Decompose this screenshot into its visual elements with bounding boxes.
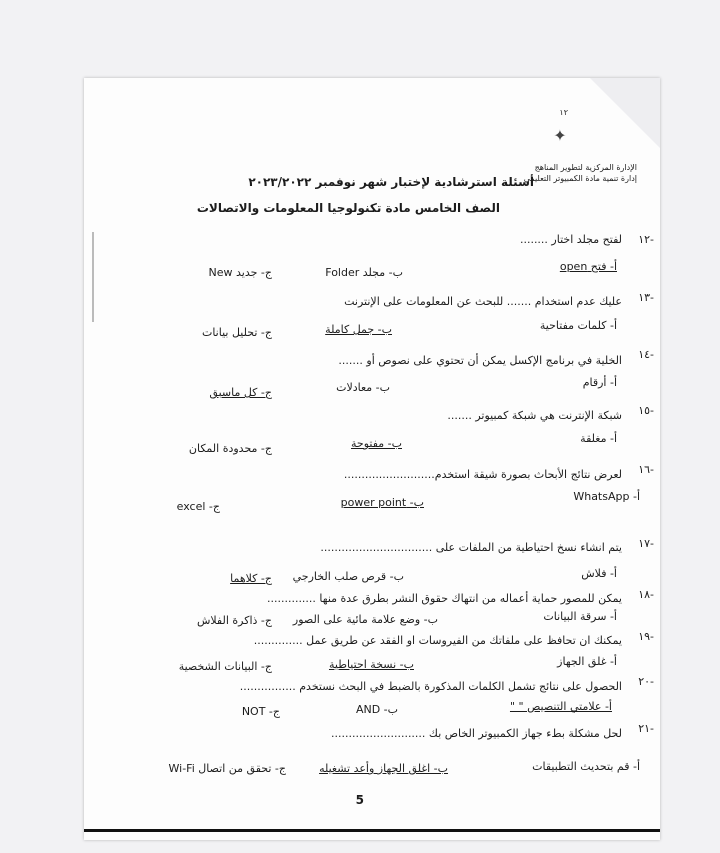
- question-text: الحصول على نتائج تشمل الكلمات المذكورة بالضبط في البحث نستخدم ................: [239, 680, 622, 693]
- choice-b: ب- معادلات: [336, 381, 390, 394]
- question-num: -١٦: [638, 463, 654, 476]
- question-num: -١٧: [638, 537, 654, 550]
- question-text: شبكة الإنترنت هي شبكة كمبيوتر .......: [447, 409, 622, 422]
- choice-b: ب- اغلق الجهاز وأعد تشغيله: [319, 762, 448, 775]
- choice-b: ب- مفتوحة: [351, 437, 402, 450]
- choice-a: أ- سرقة البيانات: [543, 610, 617, 623]
- ministry-line-1: الإدارة المركزية لتطوير المناهج: [534, 163, 637, 172]
- choice-b: ب- قرص صلب الخارجي: [292, 570, 404, 583]
- page-number: 5: [355, 793, 364, 807]
- question-num: -١٨: [638, 588, 654, 601]
- choice-c: ج- excel: [176, 500, 220, 513]
- margin-line: [92, 232, 94, 322]
- choice-a: أ- علامتي التنصيص " ": [509, 700, 612, 713]
- page-mark: ١٢: [559, 108, 568, 117]
- page-corner-fold: [590, 78, 660, 148]
- question-num: -١٤: [638, 348, 654, 361]
- question-num: -١٢: [638, 233, 654, 246]
- choice-a: أ- قم بتحديث التطبيقات: [532, 760, 640, 773]
- grade-subject: الصف الخامس مادة تكنولوجيا المعلومات والاتصالات: [196, 201, 500, 215]
- choice-c: ج- محدودة المكان: [188, 442, 272, 455]
- choice-b: ب- power point: [340, 496, 424, 509]
- choice-a: أ- فتح open: [559, 260, 617, 273]
- question-num: -١٥: [638, 404, 654, 417]
- question-text: لفتح مجلد اختار ........: [519, 233, 622, 246]
- question-text: يتم انشاء نسخ احتياطية من الملفات على ................................: [320, 541, 622, 554]
- choice-c: ج- البيانات الشخصية: [178, 660, 272, 673]
- document-page: [84, 78, 660, 840]
- ministry-emblem-icon: ✦: [553, 126, 567, 145]
- choice-a: أ- مغلقة: [580, 432, 617, 445]
- question-text: لحل مشكلة بطء جهاز الكمبيوتر الخاص بك ...........................: [331, 727, 622, 740]
- choice-a: أ- غلق الجهاز: [557, 655, 617, 668]
- question-text: يمكن للمصور حماية أعماله من انتهاك حقوق النشر بطرق عدة منها ..............: [266, 592, 622, 605]
- question-num: -١٣: [638, 291, 654, 304]
- choice-c: ج- تحقق من اتصال Wi-Fi: [168, 762, 286, 775]
- choice-c: ج- NOT: [241, 705, 280, 718]
- choice-b: ب- نسخة احتياطية: [328, 658, 414, 671]
- question-num: -٢١: [638, 722, 654, 735]
- choice-b: ب- جمل كاملة: [325, 323, 392, 336]
- choice-a: أ- أرقام: [582, 376, 617, 389]
- choice-b: ب- وضع علامة مائية على الصور: [292, 613, 438, 626]
- choice-b: ب- مجلد Folder: [325, 266, 403, 279]
- choice-c: ج- تحليل بيانات: [201, 326, 272, 339]
- exam-title: أسئلة استرشادية لإختبار شهر نوفمبر ٢٠٢٣/٢٠٢٢: [248, 175, 534, 189]
- question-text: يمكنك ان تحافظ على ملفاتك من الفيروسات او الفقد عن طريق عمل ..............: [253, 634, 622, 647]
- ministry-line-2: إدارة تنمية مادة الكمبيوتر التعليمي: [523, 174, 637, 183]
- choice-a: أ- كلمات مفتاحية: [539, 319, 617, 332]
- choice-c: ج- كل ماسبق: [209, 386, 272, 399]
- question-text: لعرض نتائج الأبحاث بصورة شيقة استخدم..........................: [343, 468, 622, 481]
- choice-a: أ- فلاش: [581, 567, 617, 580]
- choice-a: WhatsApp -أ: [573, 490, 640, 503]
- question-num: -٢٠: [638, 675, 654, 688]
- question-text: عليك عدم استخدام ....... للبحث عن المعلومات على الإنترنت: [344, 295, 622, 308]
- question-num: -١٩: [638, 630, 654, 643]
- choice-c: ج- ذاكرة الفلاش: [196, 614, 272, 627]
- choice-b: ب- AND: [355, 703, 398, 716]
- choice-c: ج- جديد New: [208, 266, 272, 279]
- question-text: الخلية في برنامج الإكسل يمكن أن تحتوي على نصوص أو .......: [338, 354, 622, 367]
- bottom-rule: [84, 829, 660, 832]
- choice-c: ج- كلاهما: [230, 572, 272, 585]
